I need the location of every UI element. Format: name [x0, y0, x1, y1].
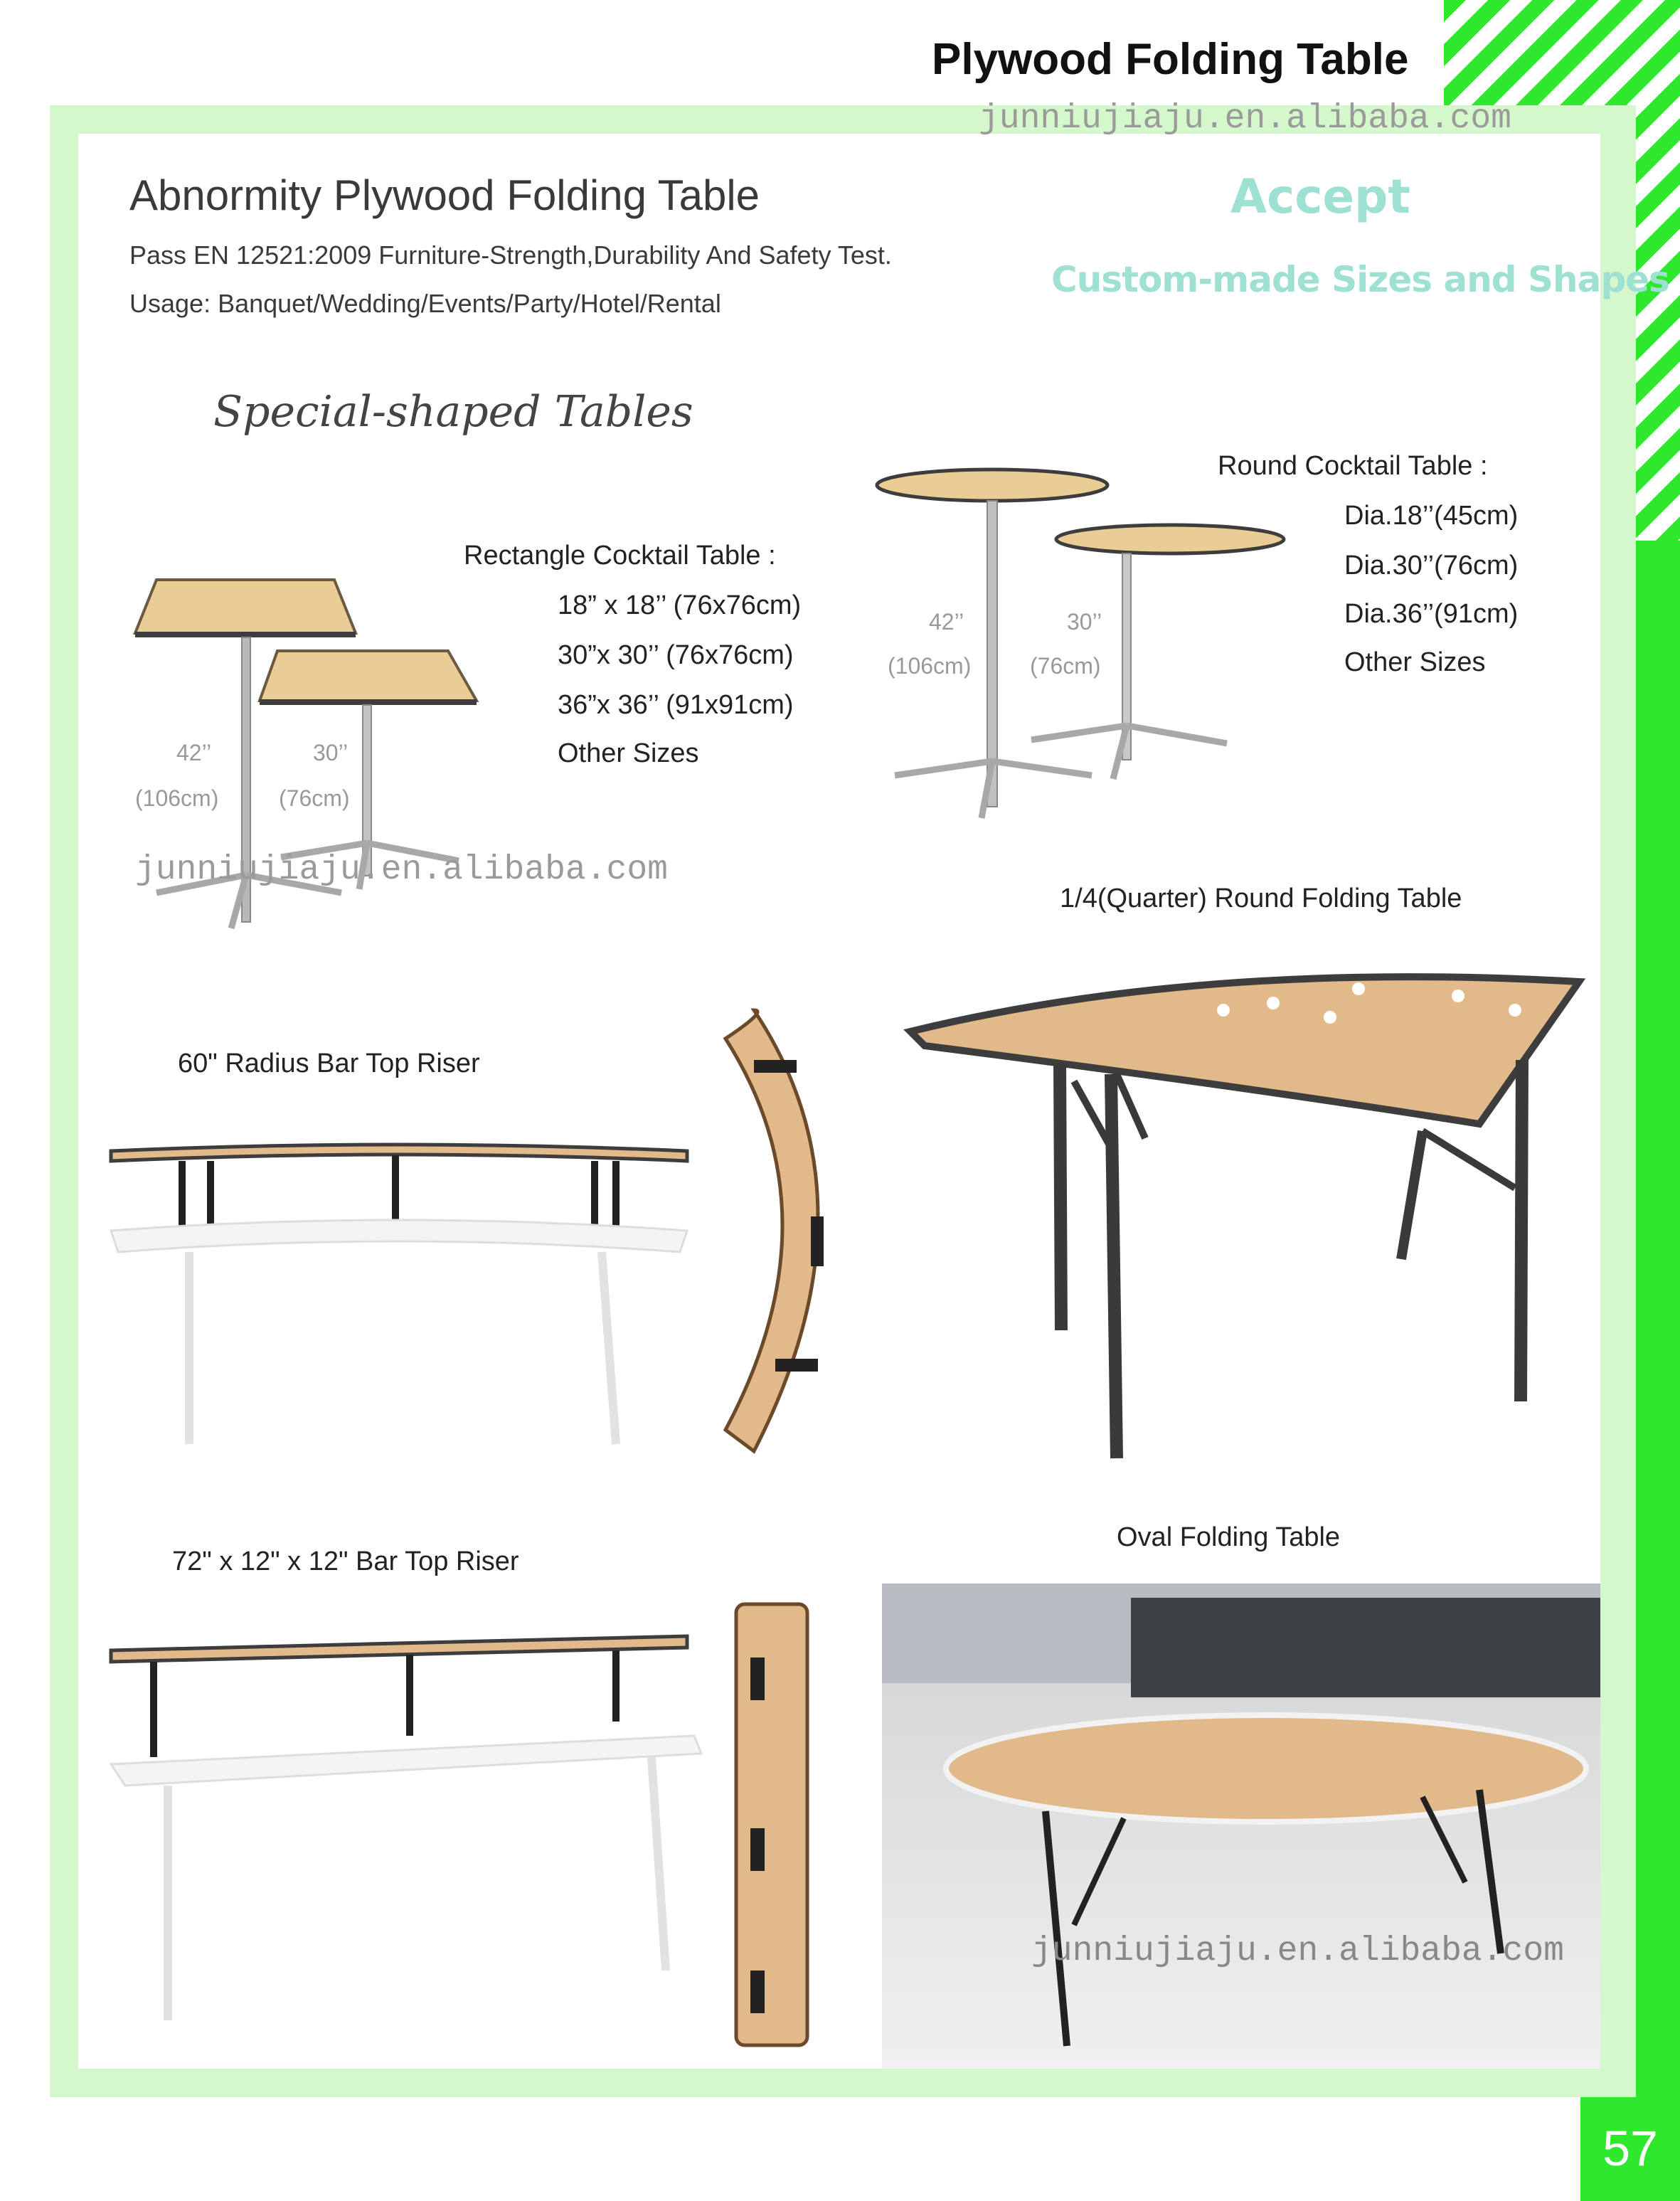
test-standard-text: Pass EN 12521:2009 Furniture-Strength,Durability And Safety Test. [129, 240, 892, 270]
radius-riser-image [111, 1138, 694, 1451]
round-size-item: Dia.36’’(91cm) [1344, 599, 1519, 629]
round-height-tall-cm: (106cm) [888, 653, 972, 679]
watermark-middle: junniujiaju.en.alibaba.com [135, 851, 668, 889]
straight-riser-image [111, 1629, 716, 2027]
custom-sizes-heading: Custom-made Sizes and Shapes [1051, 259, 1669, 300]
document-title: Abnormity Plywood Folding Table [129, 171, 760, 219]
straight-riser-label: 72" x 12" x 12" Bar Top Riser [172, 1547, 519, 1576]
rect-size-item: Other Sizes [558, 738, 699, 768]
round-cocktail-tables-image [868, 462, 1252, 832]
radius-riser-label: 60" Radius Bar Top Riser [178, 1049, 480, 1078]
rect-size-item: 18” x 18’’ (76x76cm) [558, 590, 802, 620]
round-height-short-cm: (76cm) [1030, 653, 1101, 679]
rect-height-short: 30’’ [313, 740, 349, 765]
radius-riser-folded-image [711, 1003, 868, 1458]
section-title: Special-shaped Tables [213, 387, 693, 437]
straight-riser-folded-image [733, 1601, 811, 2049]
rect-height-tall-cm: (106cm) [135, 785, 219, 811]
quarter-round-table-image [903, 960, 1586, 1473]
rect-size-item: 36”x 36’’ (91x91cm) [558, 690, 794, 720]
page-header-title: Plywood Folding Table [932, 35, 1409, 84]
round-cocktail-label: Round Cocktail Table : [1218, 451, 1488, 481]
round-size-item: Dia.30’’(76cm) [1344, 551, 1519, 580]
round-height-short: 30’’ [1067, 609, 1102, 635]
quarter-round-label: 1/4(Quarter) Round Folding Table [1060, 884, 1462, 913]
rect-height-short-cm: (76cm) [279, 785, 350, 811]
watermark-top: junniujiaju.en.alibaba.com [979, 100, 1511, 138]
round-height-tall: 42’’ [929, 609, 964, 635]
rect-size-item: 30”x 30’’ (76x76cm) [558, 640, 794, 670]
watermark-bottom: junniujiaju.en.alibaba.com [1031, 1932, 1564, 1971]
oval-table-label: Oval Folding Table [1117, 1522, 1341, 1552]
page-number: 57 [1602, 2121, 1658, 2176]
usage-text: Usage: Banquet/Wedding/Events/Party/Hotel/Rental [129, 289, 721, 318]
accept-heading: Accept [1230, 169, 1410, 224]
rect-height-tall: 42’’ [176, 740, 212, 765]
rect-cocktail-label: Rectangle Cocktail Table : [464, 541, 776, 571]
oval-folding-table-photo [882, 1584, 1600, 2069]
round-size-item: Dia.18’’(45cm) [1344, 501, 1519, 531]
round-size-item: Other Sizes [1344, 647, 1486, 677]
